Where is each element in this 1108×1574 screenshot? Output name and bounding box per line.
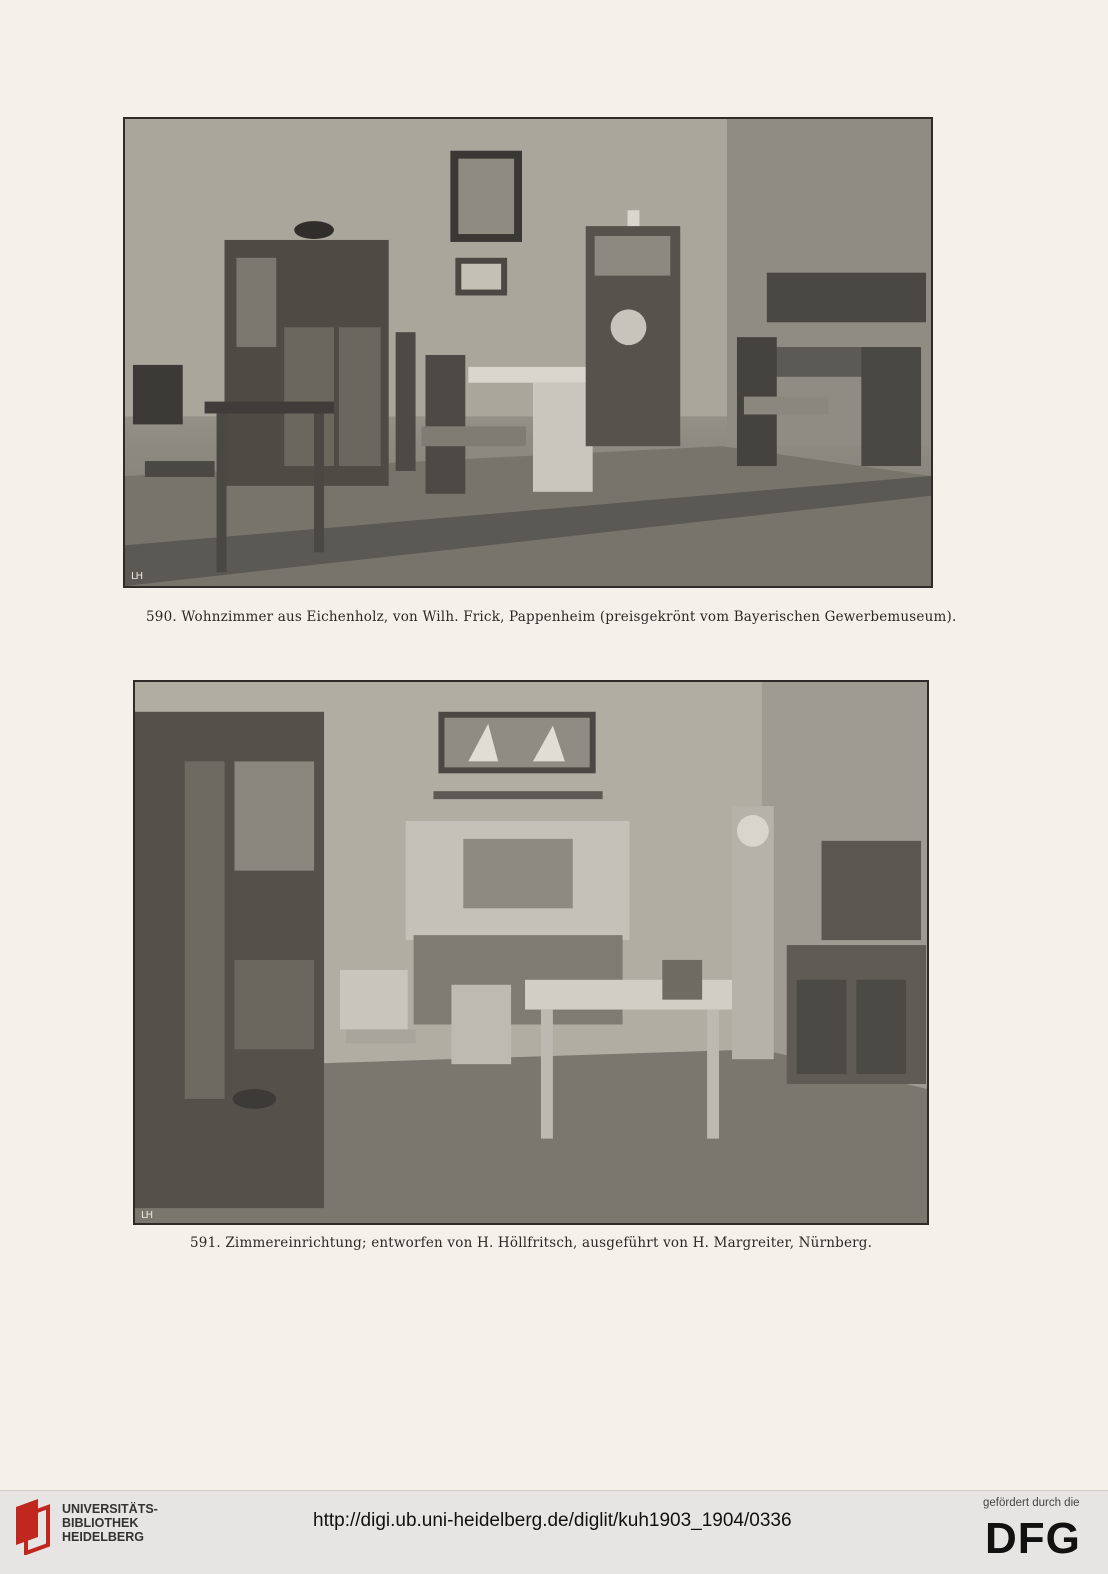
photo-plate-590 — [123, 117, 933, 588]
living-room-photo — [125, 119, 931, 586]
library-name-line2: BIBLIOTHEK — [62, 1516, 139, 1530]
footer-bar — [0, 1490, 1108, 1574]
dfg-logo: DFG — [985, 1514, 1081, 1563]
library-name-line1: UNIVERSITÄTS- — [62, 1502, 158, 1516]
library-name — [62, 1502, 158, 1544]
photo-monogram: LH — [131, 571, 143, 582]
library-logo-icon — [12, 1497, 54, 1555]
funder-label: gefördert durch die — [983, 1497, 1080, 1509]
dining-room-photo — [135, 682, 927, 1223]
plate-591-caption: 591. Zimmereinrichtung; entworfen von H. Höllfritsch, ausgeführt von H. Margreiter, Nürnberg. — [190, 1235, 873, 1251]
photo-plate-591 — [133, 680, 929, 1225]
photo-monogram: LH — [141, 1210, 153, 1221]
library-name-line3: HEIDELBERG — [62, 1530, 144, 1544]
source-url-link[interactable]: http://digi.ub.uni-heidelberg.de/diglit/kuh1903_1904/0336 — [313, 1510, 792, 1531]
plate-590-caption: 590. Wohnzimmer aus Eichenholz, von Wilh. Frick, Pappenheim (preisgekrönt vom Bayerischen Gewerbemuseum). — [146, 609, 957, 625]
